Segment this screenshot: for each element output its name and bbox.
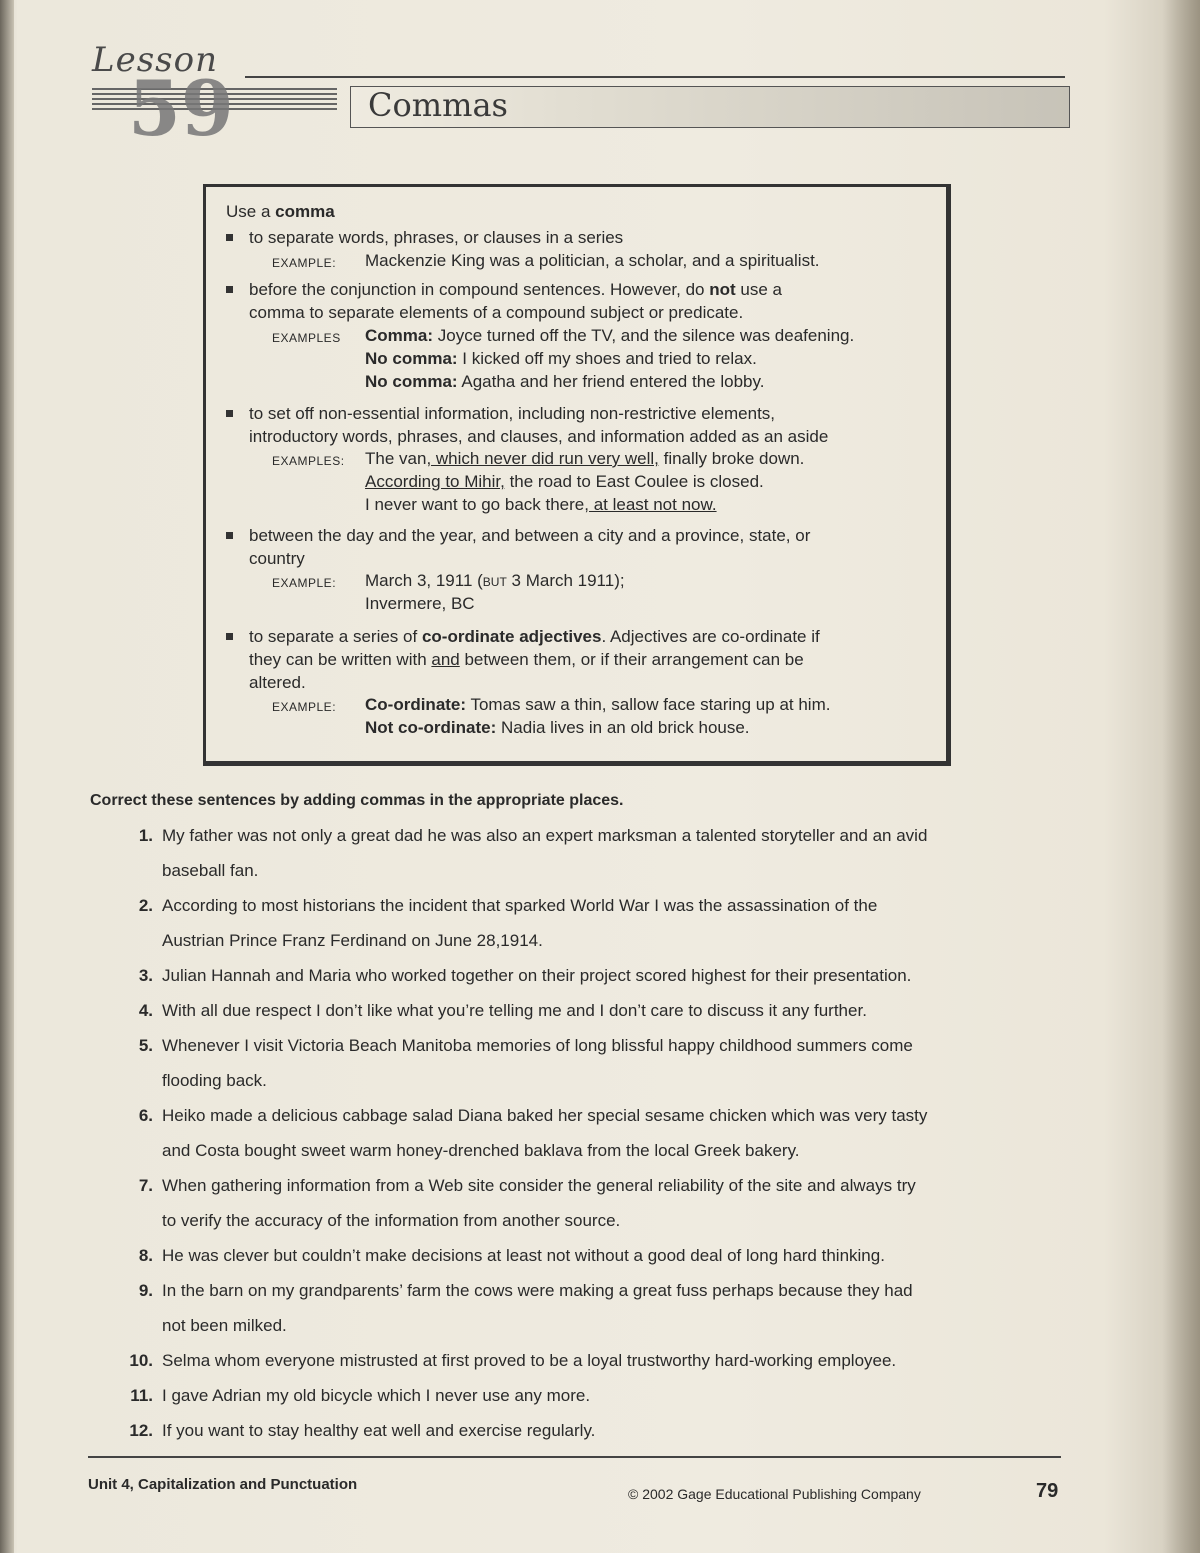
footer-unit: Unit 4, Capitalization and Punctuation [88,1476,358,1493]
exercise-number: 9. [138,1281,153,1300]
lesson-label: Lesson [92,40,218,80]
example-underlined: , which never did run very well, [426,449,659,468]
example-bold: No comma: [365,372,458,391]
exercise-number: 10. [129,1351,153,1370]
exercise-number: 2. [138,896,153,915]
footer-rule [88,1456,1061,1458]
exercise-sentence: Selma whom everyone mistrusted at first proved to be a loyal trustworthy hard-working employee. [162,1351,897,1370]
example-underlined: , at least not now. [584,495,717,514]
example-text: March 3, 1911 ( [365,571,483,590]
bullet-square-icon [226,633,233,640]
example-line [365,571,625,591]
exercise-sentence: My father was not only a great dad he was also an expert marksman a talented storyteller and an avid [162,826,928,845]
example-bold: Co-ordinate: [365,695,467,714]
bullet-square-icon [226,234,233,241]
bullet-square-icon [226,532,233,539]
exercise-instruction: Correct these sentences by adding commas in the appropriate places. [90,792,624,809]
example-line [365,349,757,369]
rules-intro-text: Use a [226,202,276,221]
footer-copyright: © 2002 Gage Educational Publishing Company [628,1486,921,1502]
exercise-sentence: baseball fan. [162,861,259,880]
lesson-number: 59 [128,64,234,153]
exercise-sentence: Austrian Prince Franz Ferdinand on June 28,1914. [162,931,543,950]
page-edge-shadow [1162,0,1200,1553]
exercise-sentence: to verify the accuracy of the information from another source. [162,1211,621,1230]
example-bold: Comma: [365,326,434,345]
rule-bullet-3 [226,402,916,448]
exercise-number: 5. [138,1036,153,1055]
rule-text: to set off non-essential information, including non-restrictive elements, [249,404,776,423]
exercise-item [120,1098,1065,1168]
example-line [365,495,717,515]
example-text: Agatha and her friend entered the lobby. [457,372,765,391]
rules-intro [226,202,335,222]
example-label: EXAMPLES [272,331,341,345]
example-line: Mackenzie King was a politician, a scholar, and a spiritualist. [365,251,820,270]
example-line [365,326,854,346]
exercise-sentence: He was clever but couldn’t make decisions at least not without a good deal of long hard thinking. [162,1246,885,1265]
example-text: the road to East Coulee is closed. [504,472,764,491]
rule-text: country [249,549,305,568]
book-spine-shadow [0,0,14,1553]
example-line [365,372,764,392]
page-title: Commas [368,86,508,124]
rule-bold: co-ordinate adjectives [421,627,602,646]
rule-text: to separate words, phrases, or clauses in a series [249,228,624,247]
rules-intro-bold: comma [275,202,335,221]
rule-text: to separate a series of [249,627,422,646]
exercise-item [120,1413,1065,1448]
exercise-number: 11. [130,1386,153,1405]
exercise-sentence: and Costa bought sweet warm honey-drenched baklava from the local Greek bakery. [162,1141,800,1160]
example-text: 3 March 1911); [506,571,625,590]
example-line [365,718,750,738]
example-line [365,695,830,715]
example-bold: No comma: [365,349,458,368]
example-line [365,472,764,492]
example-text: The van [365,449,427,468]
exercise-sentence: Heiko made a delicious cabbage salad Diana baked her special sesame chicken which was very tasty [162,1106,928,1125]
exercise-sentence: If you want to stay healthy eat well and exercise regularly. [162,1421,596,1440]
rule-bullet-4 [226,524,916,570]
rule-text: . Adjectives are co-ordinate if [601,627,820,646]
example-bold: Not co-ordinate: [365,718,497,737]
exercise-sentence: According to most historians the incident that sparked World War I was the assassination of the [162,896,878,915]
example-underlined: According to Mihir, [365,472,505,491]
exercise-item [120,993,1065,1028]
rule-text: altered. [249,673,306,692]
exercise-number: 7. [138,1176,153,1195]
exercise-sentence: With all due respect I don’t like what you’re telling me and I don’t care to discuss it any further. [162,1001,867,1020]
rule-bullet-2 [226,278,916,324]
exercise-sentence: flooding back. [162,1071,267,1090]
rule-bold: not [709,280,736,299]
rule-text: between them, or if their arrangement can be [459,650,804,669]
example-text: finally broke down. [658,449,805,468]
rule-bullet-1 [226,226,916,249]
exercise-number: 3. [138,966,153,985]
example-label: EXAMPLE: [272,700,337,714]
page-number: 79 [1036,1480,1059,1502]
exercise-sentence: Whenever I visit Victoria Beach Manitoba memories of long blissful happy childhood summers come [162,1036,913,1055]
exercise-sentence: When gathering information from a Web site consider the general reliability of the site and always try [162,1176,916,1195]
example-text: Joyce turned off the TV, and the silence was deafening. [433,326,855,345]
exercise-item [120,1343,1065,1378]
exercise-number: 12. [129,1421,153,1440]
example-text: I never want to go back there [365,495,585,514]
example-line [365,449,804,469]
exercise-sentence: I gave Adrian my old bicycle which I never use any more. [162,1386,591,1405]
exercise-number: 6. [138,1106,153,1125]
example-smallcaps: BUT [482,575,507,589]
bullet-square-icon [226,410,233,417]
example-label: EXAMPLE: [272,256,337,270]
example-text: Nadia lives in an old brick house. [496,718,750,737]
rule-text: use a [735,280,782,299]
exercise-item [120,1273,1065,1343]
rule-underlined: and [431,650,460,669]
exercise-number: 8. [138,1246,153,1265]
exercise-item [120,818,1065,888]
example-label: EXAMPLES: [272,454,345,468]
example-text: Tomas saw a thin, sallow face staring up at him. [466,695,831,714]
exercise-item [120,888,1065,958]
exercise-item [120,1168,1065,1238]
exercise-item [120,1028,1065,1098]
rule-text: introductory words, phrases, and clauses, and information added as an aside [249,427,829,446]
rule-text: between the day and the year, and between a city and a province, state, or [249,526,811,545]
bullet-square-icon [226,286,233,293]
example-label: EXAMPLE: [272,576,337,590]
exercise-number: 4. [138,1001,153,1020]
exercise-item [120,1378,1065,1413]
header-rule [245,76,1065,78]
rule-text: comma to separate elements of a compound subject or predicate. [249,303,744,322]
exercise-sentence: not been milked. [162,1316,287,1335]
rule-text: before the conjunction in compound sentences. However, do [249,280,710,299]
example-line: Invermere, BC [365,594,475,613]
exercise-number: 1. [138,826,153,845]
example-text: I kicked off my shoes and tried to relax. [457,349,757,368]
exercise-item [120,1238,1065,1273]
exercise-sentence: In the barn on my grandparents’ farm the cows were making a great fuss perhaps because they had [162,1281,913,1300]
exercise-item [120,958,1065,993]
rule-text: they can be written with [249,650,432,669]
rule-bullet-5 [226,625,916,694]
exercise-sentence: Julian Hannah and Maria who worked together on their project scored highest for their presentation. [162,966,912,985]
